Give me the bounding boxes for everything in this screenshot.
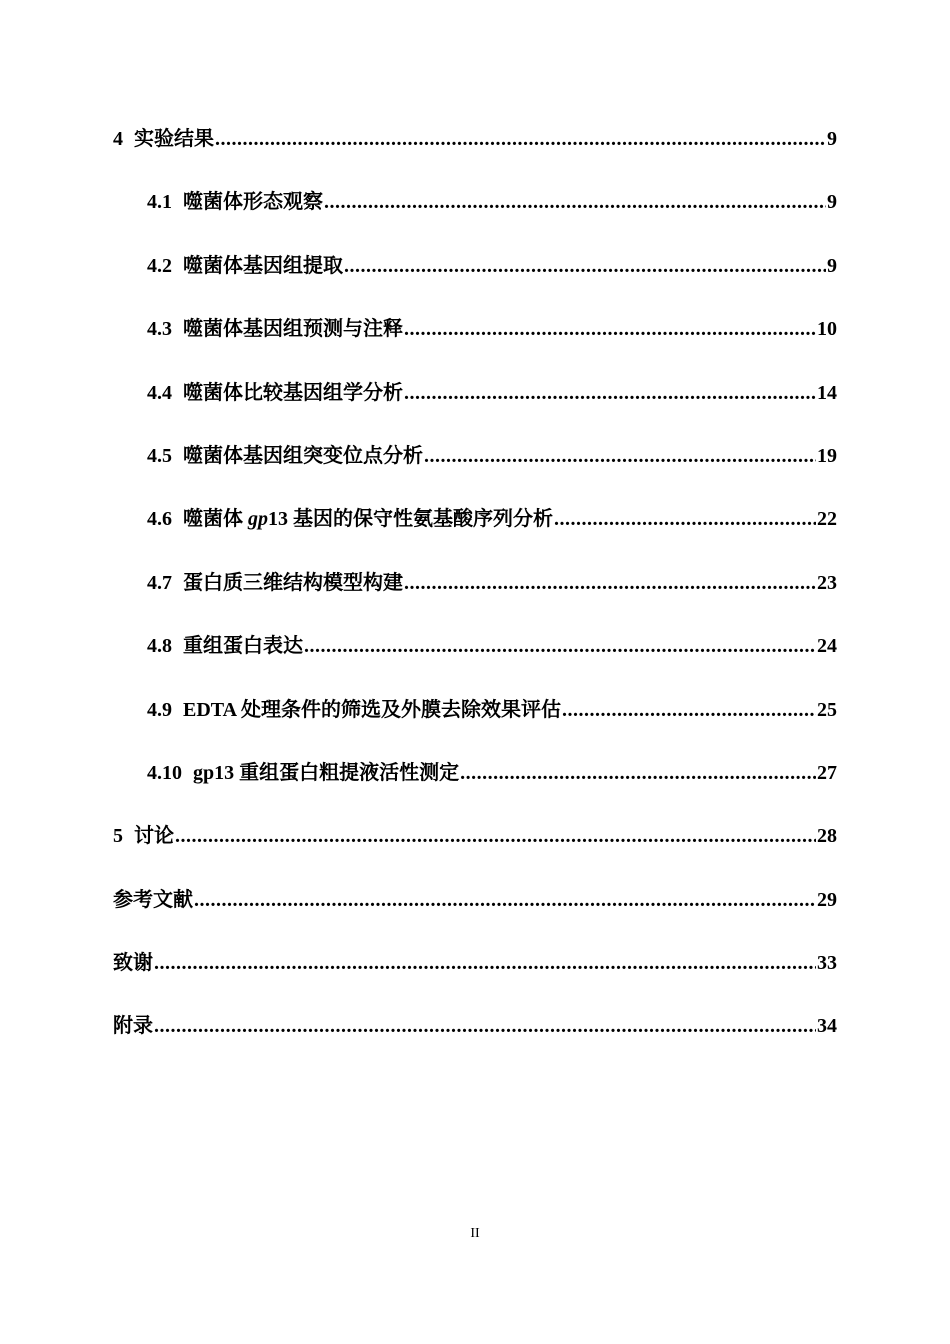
toc-entry-page: 9 [827, 128, 837, 150]
toc-entry-title: 致谢 [113, 952, 153, 975]
toc-entry-number: 4.8 [147, 635, 172, 658]
dot-leader [460, 755, 816, 791]
toc-entry-number: 4.7 [147, 571, 172, 594]
toc-entry-title [183, 501, 553, 537]
toc-entry-page: 33 [817, 952, 837, 975]
toc-entry-title: 噬菌体形态观察 [183, 191, 323, 214]
toc-entry-page: 14 [817, 381, 837, 404]
toc-entry-title: 噬菌体基因组预测与注释 [183, 318, 403, 341]
toc-entry-references[interactable] [113, 882, 837, 945]
toc-entry-page: 23 [817, 571, 837, 594]
toc-entry-page: 25 [817, 698, 837, 721]
dot-leader [554, 501, 816, 537]
toc-entry-number: 4.5 [147, 444, 172, 467]
toc-entry-page: 27 [817, 761, 837, 784]
toc-entry-title: EDTA 处理条件的筛选及外膜去除效果评估 [183, 698, 561, 721]
toc-entry-number: 4.6 [147, 508, 172, 531]
toc-entry-number: 4.1 [147, 191, 172, 214]
toc-entry-number: 4.4 [147, 381, 172, 404]
toc-entry-title-suffix: 13 基因的保守性氨基酸序列分析 [268, 508, 553, 531]
dot-leader [215, 121, 826, 157]
toc-entry-4-4[interactable] [113, 375, 837, 438]
toc-entry-5[interactable] [113, 818, 837, 881]
dot-leader [304, 628, 816, 664]
dot-leader [154, 1008, 816, 1044]
dot-leader [194, 882, 816, 918]
toc-entry-number: 4 [113, 128, 123, 150]
toc-entry-4[interactable] [113, 121, 837, 184]
toc-entry-appendix[interactable] [113, 1008, 837, 1071]
toc-entry-title: 重组蛋白表达 [183, 635, 303, 658]
toc-entry-4-7[interactable] [113, 565, 837, 628]
toc-entry-title: 噬菌体比较基因组学分析 [183, 381, 403, 404]
toc-entry-number: 4.10 [147, 761, 182, 784]
toc-entry-title-prefix: 噬菌体 [183, 508, 248, 531]
toc-entry-4-2[interactable] [113, 248, 837, 311]
toc-entry-4-3[interactable] [113, 311, 837, 374]
toc-entry-number: 4.3 [147, 318, 172, 341]
toc-entry-4-9[interactable] [113, 692, 837, 755]
toc-entry-number: 5 [113, 825, 123, 848]
dot-leader [404, 565, 816, 601]
toc-entry-page: 9 [827, 254, 837, 277]
toc-entry-title: 参考文献 [113, 888, 193, 911]
toc-entry-title: 附录 [113, 1015, 153, 1038]
toc-entry-4-8[interactable] [113, 628, 837, 691]
toc-entry-4-1[interactable] [113, 184, 837, 247]
page-number: II [470, 1226, 480, 1241]
dot-leader [404, 375, 816, 411]
toc-entry-page: 19 [817, 444, 837, 467]
dot-leader [404, 311, 816, 347]
toc-entry-acknowledgements[interactable] [113, 945, 837, 1008]
dot-leader [562, 692, 816, 728]
toc-entry-number: 4.9 [147, 698, 172, 721]
toc-entry-title: gp13 重组蛋白粗提液活性测定 [193, 761, 460, 784]
toc-entry-page: 28 [817, 825, 837, 848]
toc-entry-title: 实验结果 [134, 128, 214, 150]
toc-entry-title: 讨论 [134, 825, 174, 848]
toc-entry-page: 24 [817, 635, 837, 658]
toc-entry-page: 10 [817, 318, 837, 341]
toc-entry-page: 34 [817, 1015, 837, 1038]
dot-leader [324, 184, 826, 220]
toc-entry-title: 蛋白质三维结构模型构建 [183, 571, 403, 594]
toc-entry-title: 噬菌体基因组突变位点分析 [183, 444, 423, 467]
toc-entry-number: 4.2 [147, 254, 172, 277]
toc-entry-page: 22 [817, 508, 837, 531]
dot-leader [154, 945, 816, 981]
dot-leader [424, 438, 816, 474]
toc-entry-4-10[interactable] [113, 755, 837, 818]
toc-entry-page: 9 [827, 191, 837, 214]
dot-leader [175, 818, 816, 854]
toc-entry-page: 29 [817, 888, 837, 911]
toc-entry-4-5[interactable] [113, 438, 837, 501]
toc-entry-4-6[interactable] [113, 501, 837, 564]
gene-name-italic: gp [248, 508, 268, 531]
dot-leader [344, 248, 826, 284]
toc-entry-title: 噬菌体基因组提取 [183, 254, 343, 277]
table-of-contents [113, 121, 837, 1072]
